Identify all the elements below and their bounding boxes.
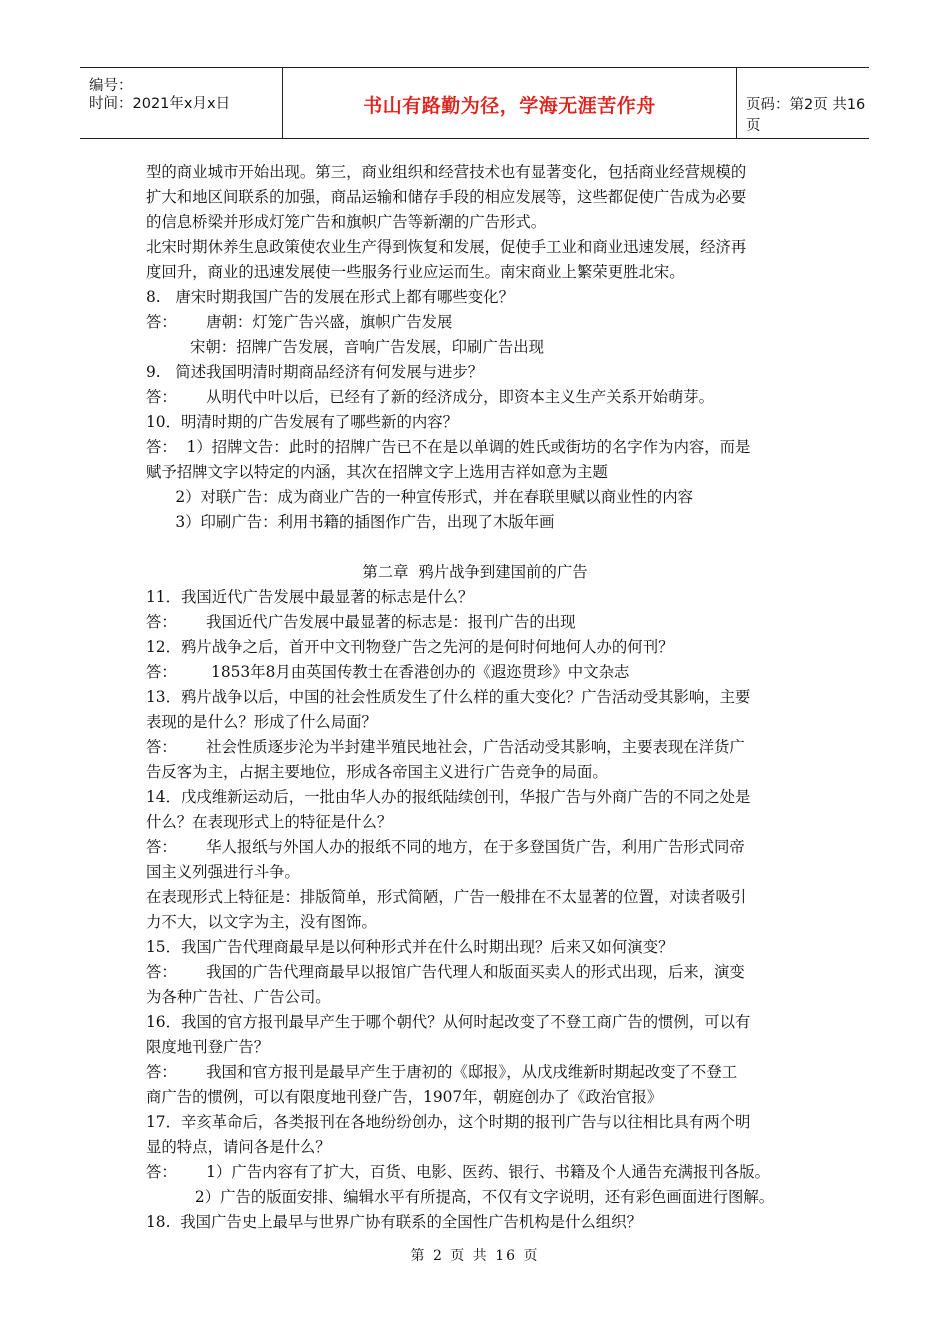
text-line: 力不大，以文字为主，没有图饰。 (146, 913, 377, 931)
date-label: 时间：2021年x月x日 (89, 96, 231, 112)
text-line: 商广告的惯例，可以有限度地刊登广告，1907年，朝庭创办了《政治官报》 (146, 1088, 663, 1106)
text-line: 表现的是什么？形成了什么局面？ (146, 713, 377, 731)
text-line: 的信息桥梁并形成灯笼广告和旗帜广告等新潮的广告形式。 (146, 213, 547, 231)
text-line: 11．我国近代广告发展中最显著的标志是什么？ (146, 588, 474, 606)
header-table (80, 67, 869, 139)
text-line: 什么？在表现形式上的特征是什么？ (146, 813, 393, 831)
header-info-cell (80, 68, 282, 138)
page-footer: 第 2 页 共 16 页 (410, 1248, 540, 1264)
text-line: 8. 唐宋时期我国广告的发展在形式上都有哪些变化？ (146, 288, 514, 306)
text-line: 答： 1）招牌文告：此时的招牌广告已不在是以单调的姓氏或街坊的名字作为内容，而是 (146, 438, 751, 456)
text-line: 16．我国的官方报刊最早产生于哪个朝代？从何时起改变了不登工商广告的惯例，可以有 (146, 1013, 751, 1031)
text-line: 扩大和地区间联系的加强，商品运输和储存手段的相应发展等，这些都促使广告成为必要 (146, 188, 747, 206)
text-line: 2）广告的版面安排、编辑水平有所提高，不仅有文字说明，还有彩色画面进行图解。 (146, 1188, 775, 1206)
text-line: 答： 华人报纸与外国人办的报纸不同的地方，在于多登国货广告，利用广告形式同帝 (146, 838, 745, 856)
text-line: 答： 1）广告内容有了扩大，百货、电影、医药、银行、书籍及个人通告充满报刊各版。 (146, 1163, 770, 1181)
page-info: 页码：第2页 共16页 (746, 97, 866, 134)
text-line: 在表现形式上特征是：排版简单，形式简陋，广告一般排在不太显著的位置，对读者吸引 (146, 888, 747, 906)
text-line: 为各种广告社、广告公司。 (146, 988, 331, 1006)
text-line: 告反客为主，占据主要地位，形成各帝国主义进行广告竞争的局面。 (146, 763, 608, 781)
text-line: 限度地刊登广告？ (146, 1038, 270, 1056)
text-line: 14．戊戌维新运动后，一批由华人办的报纸陆续创刊，华报广告与外商广告的不同之处是 (146, 788, 751, 806)
text-line: 9. 简述我国明清时期商品经济有何发展与进步？ (146, 363, 484, 381)
text-line: 赋予招牌文字以特定的内涵，其次在招牌文字上选用吉祥如意为主题 (146, 463, 608, 481)
chapter-title: 第二章 鸦片战争到建国前的广告 (362, 563, 588, 581)
text-line: 答： 从明代中叶以后，已经有了新的经济成分，即资本主义生产关系开始萌芽。 (146, 388, 715, 406)
header-page-cell (737, 68, 869, 138)
text-line: 型的商业城市开始出现。第三，商业组织和经营技术也有显著变化，包括商业经营规模的 (146, 163, 747, 181)
text-line: 宋朝：招牌广告发展，音响广告发展，印刷广告出现 (146, 338, 545, 356)
text-line: 3）印刷广告：利用书籍的插图作广告，出现了木版年画 (146, 513, 555, 531)
text-line: 答： 1853年8月由英国传教士在香港创办的《遐迩贯珍》中文杂志 (146, 663, 630, 681)
text-line: 答： 我国的广告代理商最早以报馆广告代理人和版面买卖人的形式出现，后来，演变 (146, 963, 745, 981)
text-line: 18. 我国广告史上最早与世界广协有联系的全国性广告机构是什么组织？ (146, 1213, 642, 1231)
header-motto-cell (282, 68, 737, 138)
text-line: 北宋时期休养生息政策使农业生产得到恢复和发展，促使手工业和商业迅速发展，经济再 (146, 238, 747, 256)
text-line: 15．我国广告代理商最早是以何种形式并在什么时期出现？后来又如何演变？ (146, 938, 674, 956)
text-line: 答： 社会性质逐步沦为半封建半殖民地社会，广告活动受其影响，主要表现在洋货广 (146, 738, 745, 756)
text-line: 13．鸦片战争以后，中国的社会性质发生了什么样的重大变化？广告活动受其影响，主要 (146, 688, 751, 706)
motto: 书山有路勤为径，学海无涯苦作舟 (363, 95, 656, 117)
text-line: 答： 我国和官方报刊是最早产生于唐初的《邸报》，从戊戌维新时期起改变了不登工 (146, 1063, 738, 1081)
text-line: 17．辛亥革命后，各类报刊在各地纷纷创办，这个时期的报刊广告与以往相比具有两个明 (146, 1113, 751, 1131)
text-line: 答： 我国近代广告发展中最显著的标志是：报刊广告的出现 (146, 613, 576, 631)
text-line: 显的特点，请问各是什么？ (146, 1138, 331, 1156)
text-line: 2）对联广告：成为商业广告的一种宣传形式，并在春联里赋以商业性的内容 (146, 488, 694, 506)
text-line: 12．鸦片战争之后，首开中文刊物登广告之先河的是何时何地何人办的何刊？ (146, 638, 674, 656)
text-line: 国主义列强进行斗争。 (146, 863, 300, 881)
text-line: 答： 唐朝：灯笼广告兴盛，旗帜广告发展 (146, 313, 453, 331)
text-line: 10．明清时期的广告发展有了哪些新的内容？ (146, 413, 459, 431)
text-line: 度回升，商业的迅速发展使一些服务行业应运而生。南宋商业上繁荣更胜北宋。 (146, 263, 685, 281)
code-label: 编号： (89, 78, 133, 94)
